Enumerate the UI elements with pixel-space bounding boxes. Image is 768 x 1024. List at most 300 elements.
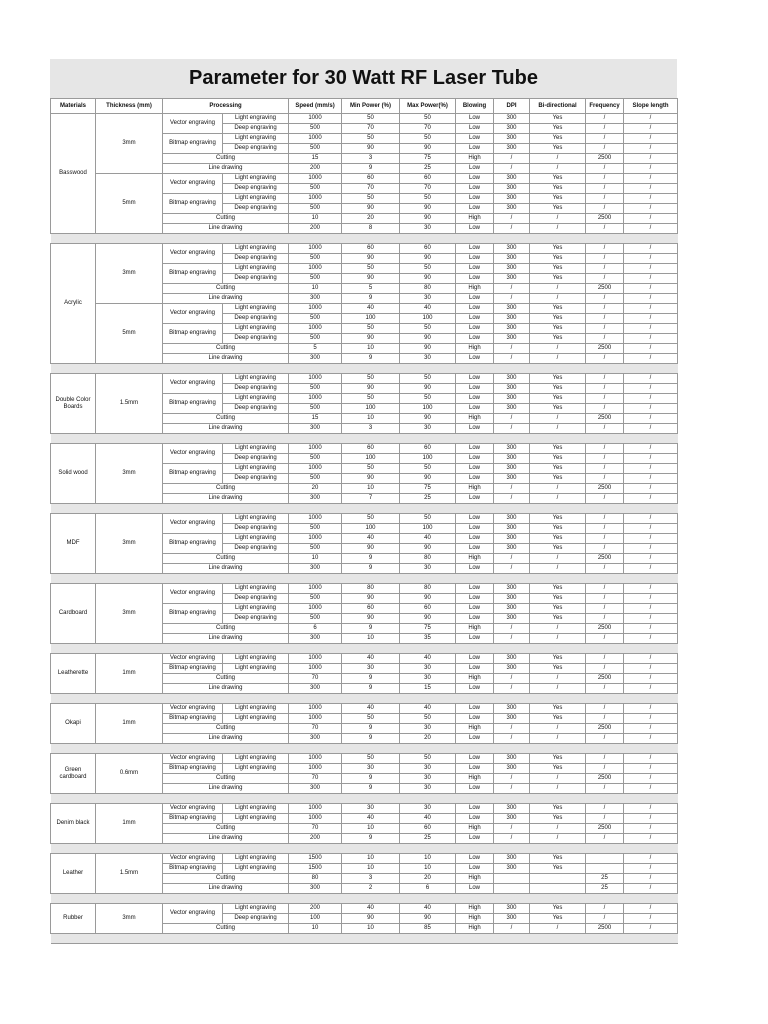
blowing-cell: Low [456,544,494,554]
min-power-cell: 9 [342,724,400,734]
parameter-sheet [50,59,677,944]
blowing-cell: High [456,914,494,924]
bi-directional-cell: Yes [530,714,586,724]
blowing-cell: Low [456,424,494,434]
speed-cell: 500 [289,594,342,604]
dpi-cell: / [494,774,530,784]
max-power-cell: 60 [400,174,456,184]
bi-directional-cell: Yes [530,304,586,314]
slope-length-cell: / [624,714,678,724]
max-power-cell: 50 [400,194,456,204]
dpi-cell: / [494,784,530,794]
max-power-cell: 75 [400,484,456,494]
slope-length-cell: / [624,864,678,874]
speed-cell: 10 [289,554,342,564]
blowing-cell: Low [456,514,494,524]
processing-cell: Vector engraving [163,804,223,814]
max-power-cell: 40 [400,904,456,914]
dpi-cell: / [494,734,530,744]
min-power-cell: 10 [342,484,400,494]
bi-directional-cell: Yes [530,174,586,184]
engraving-depth-cell: Deep engraving [223,314,289,324]
column-header: Speed (mm/s) [289,99,342,114]
max-power-cell: 6 [400,884,456,894]
dpi-cell: / [494,834,530,844]
slope-length-cell: / [624,584,678,594]
blowing-cell: Low [456,854,494,864]
frequency-cell: / [586,904,624,914]
separator-cell [51,894,678,904]
max-power-cell: 50 [400,464,456,474]
slope-length-cell: / [624,684,678,694]
dpi-cell: 300 [494,604,530,614]
blowing-cell: Low [456,194,494,204]
frequency-cell: 2500 [586,484,624,494]
frequency-cell: / [586,124,624,134]
slope-length-cell: / [624,784,678,794]
table-row [51,244,678,254]
engraving-depth-cell: Light engraving [223,584,289,594]
bi-directional-cell: / [530,774,586,784]
dpi-cell: 300 [494,244,530,254]
processing-cell: Bitmap engraving [163,814,223,824]
group-separator [51,434,678,444]
slope-length-cell: / [624,704,678,714]
engraving-depth-cell: Light engraving [223,804,289,814]
blowing-cell: High [456,154,494,164]
speed-cell: 1000 [289,604,342,614]
max-power-cell: 20 [400,874,456,884]
processing-cell: Cutting [163,484,289,494]
dpi-cell: 300 [494,264,530,274]
bi-directional-cell: Yes [530,914,586,924]
speed-cell: 500 [289,454,342,464]
min-power-cell: 100 [342,454,400,464]
engraving-depth-cell: Deep engraving [223,254,289,264]
dpi-cell: 300 [494,534,530,544]
slope-length-cell: / [624,834,678,844]
bi-directional-cell: Yes [530,244,586,254]
min-power-cell: 90 [342,144,400,154]
engraving-depth-cell: Light engraving [223,134,289,144]
slope-length-cell: / [624,614,678,624]
slope-length-cell: / [624,474,678,484]
speed-cell: 1000 [289,654,342,664]
group-separator [51,694,678,704]
dpi-cell: 300 [494,864,530,874]
dpi-cell: 300 [494,804,530,814]
blowing-cell: Low [456,374,494,384]
processing-cell: Vector engraving [163,304,223,324]
max-power-cell: 70 [400,184,456,194]
processing-cell: Line drawing [163,424,289,434]
max-power-cell: 40 [400,814,456,824]
thickness-cell: 1.5mm [96,374,163,434]
min-power-cell: 30 [342,664,400,674]
frequency-cell: / [586,454,624,464]
blowing-cell: Low [456,784,494,794]
dpi-cell: 300 [494,654,530,664]
material-cell: Green cardboard [51,754,96,794]
bi-directional-cell: Yes [530,544,586,554]
min-power-cell: 100 [342,524,400,534]
bi-directional-cell: Yes [530,134,586,144]
speed-cell: 1000 [289,304,342,314]
blowing-cell: Low [456,614,494,624]
processing-cell: Line drawing [163,634,289,644]
bi-directional-cell: Yes [530,314,586,324]
processing-cell: Vector engraving [163,174,223,194]
min-power-cell: 50 [342,194,400,204]
dpi-cell: 300 [494,584,530,594]
blowing-cell: Low [456,524,494,534]
dpi-cell: / [494,164,530,174]
slope-length-cell: / [624,764,678,774]
blowing-cell: High [456,484,494,494]
blowing-cell: Low [456,204,494,214]
min-power-cell: 8 [342,224,400,234]
speed-cell: 300 [289,494,342,504]
column-header: Thickness (mm) [96,99,163,114]
frequency-cell: / [586,714,624,724]
min-power-cell: 10 [342,924,400,934]
blowing-cell: High [456,824,494,834]
speed-cell: 1000 [289,374,342,384]
processing-cell: Line drawing [163,224,289,234]
bi-directional-cell: Yes [530,454,586,464]
bi-directional-cell: Yes [530,144,586,154]
speed-cell: 1000 [289,324,342,334]
blowing-cell: Low [456,294,494,304]
slope-length-cell: / [624,204,678,214]
slope-length-cell: / [624,334,678,344]
speed-cell: 1000 [289,664,342,674]
table-row [51,304,678,314]
bi-directional-cell: / [530,834,586,844]
max-power-cell: 30 [400,804,456,814]
dpi-cell: 300 [494,474,530,484]
bi-directional-cell: / [530,484,586,494]
processing-cell: Vector engraving [163,654,223,664]
dpi-cell: / [494,924,530,934]
bi-directional-cell: Yes [530,464,586,474]
min-power-cell: 9 [342,774,400,784]
blowing-cell: Low [456,684,494,694]
engraving-depth-cell: Deep engraving [223,274,289,284]
table-row [51,804,678,814]
engraving-depth-cell: Light engraving [223,514,289,524]
max-power-cell: 80 [400,554,456,564]
min-power-cell: 90 [342,384,400,394]
dpi-cell: 300 [494,304,530,314]
blowing-cell: Low [456,634,494,644]
frequency-cell: 2500 [586,554,624,564]
processing-cell: Vector engraving [163,514,223,534]
speed-cell: 500 [289,314,342,324]
frequency-cell: / [586,444,624,454]
speed-cell: 1000 [289,534,342,544]
slope-length-cell: / [624,194,678,204]
speed-cell: 1000 [289,114,342,124]
dpi-cell: / [494,824,530,834]
frequency-cell: / [586,114,624,124]
slope-length-cell: / [624,734,678,744]
dpi-cell: / [494,554,530,564]
frequency-cell: 2500 [586,724,624,734]
frequency-cell: / [586,134,624,144]
speed-cell: 200 [289,834,342,844]
speed-cell: 500 [289,144,342,154]
bi-directional-cell: Yes [530,444,586,454]
separator-cell [51,794,678,804]
max-power-cell: 50 [400,714,456,724]
frequency-cell: 2500 [586,774,624,784]
max-power-cell: 100 [400,454,456,464]
speed-cell: 5 [289,344,342,354]
speed-cell: 300 [289,784,342,794]
dpi-cell: 300 [494,204,530,214]
dpi-cell: 300 [494,754,530,764]
slope-length-cell: / [624,594,678,604]
slope-length-cell: / [624,814,678,824]
min-power-cell: 9 [342,734,400,744]
engraving-depth-cell: Deep engraving [223,384,289,394]
separator-cell [51,934,678,944]
min-power-cell: 9 [342,294,400,304]
min-power-cell: 60 [342,244,400,254]
blowing-cell: Low [456,864,494,874]
separator-cell [51,234,678,244]
max-power-cell: 90 [400,414,456,424]
frequency-cell: / [586,474,624,484]
engraving-depth-cell: Light engraving [223,394,289,404]
blowing-cell: Low [456,814,494,824]
speed-cell: 500 [289,254,342,264]
slope-length-cell: / [624,374,678,384]
speed-cell: 1000 [289,704,342,714]
min-power-cell: 90 [342,254,400,264]
speed-cell: 70 [289,774,342,784]
bi-directional-cell: / [530,214,586,224]
speed-cell: 6 [289,624,342,634]
slope-length-cell: / [624,404,678,414]
max-power-cell: 80 [400,284,456,294]
blowing-cell: Low [456,734,494,744]
dpi-cell: / [494,624,530,634]
min-power-cell: 60 [342,604,400,614]
bi-directional-cell: Yes [530,654,586,664]
slope-length-cell: / [624,804,678,814]
bi-directional-cell: Yes [530,614,586,624]
bi-directional-cell: / [530,564,586,574]
min-power-cell: 10 [342,344,400,354]
bi-directional-cell: Yes [530,584,586,594]
max-power-cell: 90 [400,594,456,604]
column-header: Slope length [624,99,678,114]
min-power-cell: 9 [342,624,400,634]
frequency-cell: / [586,244,624,254]
thickness-cell: 0.6mm [96,754,163,794]
engraving-depth-cell: Deep engraving [223,914,289,924]
max-power-cell: 75 [400,624,456,634]
thickness-cell: 3mm [96,514,163,574]
processing-cell: Bitmap engraving [163,464,223,484]
blowing-cell: Low [456,354,494,364]
blowing-cell: Low [456,334,494,344]
processing-cell: Cutting [163,874,289,884]
max-power-cell: 50 [400,374,456,384]
slope-length-cell: / [624,324,678,334]
speed-cell: 300 [289,634,342,644]
processing-cell: Bitmap engraving [163,534,223,554]
max-power-cell: 40 [400,704,456,714]
blowing-cell: High [456,874,494,884]
frequency-cell [586,864,624,874]
bi-directional-cell: Yes [530,864,586,874]
speed-cell: 500 [289,474,342,484]
processing-cell: Bitmap engraving [163,664,223,674]
min-power-cell: 50 [342,264,400,274]
speed-cell: 1000 [289,444,342,454]
material-cell: Rubber [51,904,96,934]
slope-length-cell: / [624,134,678,144]
min-power-cell: 90 [342,474,400,484]
frequency-cell: / [586,304,624,314]
processing-cell: Cutting [163,214,289,224]
slope-length-cell: / [624,394,678,404]
max-power-cell: 30 [400,764,456,774]
dpi-cell: 300 [494,254,530,264]
min-power-cell: 10 [342,864,400,874]
max-power-cell: 100 [400,524,456,534]
slope-length-cell: / [624,154,678,164]
frequency-cell: / [586,584,624,594]
bi-directional-cell: / [530,294,586,304]
max-power-cell: 60 [400,604,456,614]
processing-cell: Line drawing [163,734,289,744]
bi-directional-cell: Yes [530,264,586,274]
blowing-cell: High [456,674,494,684]
engraving-depth-cell: Light engraving [223,444,289,454]
bi-directional-cell: Yes [530,604,586,614]
bi-directional-cell [530,874,586,884]
dpi-cell: 300 [494,454,530,464]
table-row [51,854,678,864]
blowing-cell: Low [456,584,494,594]
processing-cell: Cutting [163,344,289,354]
thickness-cell: 3mm [96,444,163,504]
max-power-cell: 30 [400,724,456,734]
max-power-cell: 90 [400,474,456,484]
material-cell: Double Color Boards [51,374,96,434]
processing-cell: Bitmap engraving [163,134,223,154]
frequency-cell: / [586,264,624,274]
dpi-cell: / [494,484,530,494]
speed-cell: 500 [289,274,342,284]
material-cell: Leather [51,854,96,894]
speed-cell: 1000 [289,814,342,824]
speed-cell: 1000 [289,264,342,274]
frequency-cell: / [586,464,624,474]
dpi-cell: 300 [494,134,530,144]
material-cell: MDF [51,514,96,574]
dpi-cell: 300 [494,404,530,414]
processing-cell: Cutting [163,924,289,934]
frequency-cell: / [586,164,624,174]
table-row [51,444,678,454]
speed-cell: 1000 [289,394,342,404]
material-cell: Okapi [51,704,96,744]
group-separator [51,234,678,244]
table-row [51,704,678,714]
bi-directional-cell [530,884,586,894]
separator-cell [51,364,678,374]
slope-length-cell: / [624,384,678,394]
engraving-depth-cell: Deep engraving [223,594,289,604]
speed-cell: 80 [289,874,342,884]
dpi-cell: / [494,214,530,224]
max-power-cell: 75 [400,154,456,164]
dpi-cell: 300 [494,184,530,194]
speed-cell: 70 [289,824,342,834]
thickness-cell: 1mm [96,654,163,694]
slope-length-cell: / [624,484,678,494]
frequency-cell: / [586,564,624,574]
engraving-depth-cell: Light engraving [223,764,289,774]
max-power-cell: 50 [400,514,456,524]
processing-cell: Line drawing [163,684,289,694]
bi-directional-cell: / [530,424,586,434]
thickness-cell: 5mm [96,174,163,234]
separator-cell [51,694,678,704]
dpi-cell: 300 [494,664,530,674]
processing-cell: Vector engraving [163,854,223,864]
min-power-cell: 90 [342,334,400,344]
speed-cell: 20 [289,484,342,494]
blowing-cell: Low [456,274,494,284]
table-row [51,174,678,184]
dpi-cell: 300 [494,764,530,774]
dpi-cell: / [494,294,530,304]
min-power-cell: 9 [342,354,400,364]
slope-length-cell: / [624,534,678,544]
bi-directional-cell: Yes [530,664,586,674]
frequency-cell: / [586,184,624,194]
min-power-cell: 9 [342,554,400,564]
min-power-cell: 10 [342,854,400,864]
min-power-cell: 9 [342,784,400,794]
blowing-cell: Low [456,804,494,814]
blowing-cell: Low [456,464,494,474]
dpi-cell: 300 [494,544,530,554]
min-power-cell: 30 [342,804,400,814]
max-power-cell: 30 [400,224,456,234]
bi-directional-cell: / [530,284,586,294]
speed-cell: 200 [289,224,342,234]
frequency-cell: / [586,534,624,544]
blowing-cell: Low [456,474,494,484]
speed-cell: 1000 [289,714,342,724]
max-power-cell: 40 [400,534,456,544]
thickness-cell: 3mm [96,244,163,304]
engraving-depth-cell: Light engraving [223,114,289,124]
speed-cell: 300 [289,354,342,364]
slope-length-cell: / [624,294,678,304]
engraving-depth-cell: Deep engraving [223,454,289,464]
group-separator [51,844,678,854]
max-power-cell: 50 [400,324,456,334]
speed-cell: 1000 [289,134,342,144]
